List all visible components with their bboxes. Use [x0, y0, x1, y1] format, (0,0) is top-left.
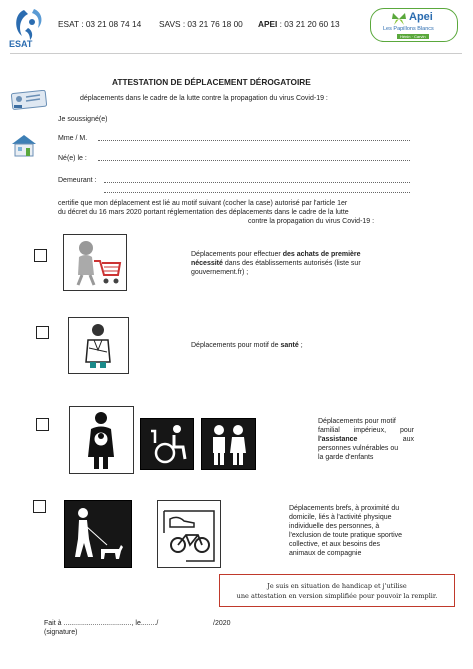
- elderly-pictogram: [201, 418, 256, 470]
- reason-family-line-4: personnes vulnérables ou: [318, 445, 399, 452]
- health-pictogram: [68, 317, 129, 374]
- esat-logo-text: ESAT: [9, 39, 33, 49]
- name-field[interactable]: [98, 140, 410, 141]
- esat-phone: ESAT : 03 21 08 74 14: [58, 19, 142, 29]
- reason-shopping-text-c: nécessité: [191, 260, 223, 267]
- notice-line-2: une attestation en version simplifiée pour pouvoir la remplir.: [236, 592, 438, 600]
- apei-logo-tag: Hénin · Carvin: [397, 34, 429, 39]
- wheelchair-icon: [141, 419, 193, 469]
- id-card-icon: [8, 90, 48, 112]
- disability-notice-box: [219, 574, 455, 607]
- apei-logo-sub: Les Papillons Blancs: [383, 26, 434, 32]
- birth-field[interactable]: [98, 160, 410, 161]
- reason-health-text-c: ;: [298, 342, 303, 349]
- house-icon: [9, 133, 39, 157]
- reason-health-text-b: santé: [280, 342, 299, 349]
- reason-shopping-text-b: des achats de première: [282, 251, 361, 258]
- reason-family-text-2b: impérieux,: [353, 427, 387, 434]
- parent-child-icon: [70, 407, 133, 473]
- reason-family-line-2: [318, 427, 414, 435]
- reason-health-text-a: Déplacements pour motif de: [191, 342, 281, 349]
- header-divider: [10, 53, 462, 54]
- reason-family-line-1: Déplacements pour motif: [318, 418, 396, 425]
- document-title: ATTESTATION DE DÉPLACEMENT DÉROGATOIRE: [112, 77, 311, 87]
- reason-exercise-line-3: individuelle des personnes, à: [289, 523, 380, 530]
- reason-family-line-5: la garde d'enfants: [318, 454, 374, 461]
- reason-exercise-line-4: l'exclusion de toute pratique sportive: [289, 532, 403, 539]
- notice-line-1: Je suis en situation de handicap et j'utilise: [267, 582, 407, 590]
- certify-line-2: du décret du 16 mars 2020 portant réglementation des déplacements dans le cadre de la lutte: [58, 209, 349, 216]
- reason-exercise-line-1: Déplacements brefs, à proximité du: [289, 505, 400, 512]
- reason-shopping-checkbox[interactable]: [34, 249, 47, 262]
- reason-exercise-line-5: collective, et aux besoins des: [289, 541, 381, 548]
- reason-exercise-line-2: domicile, liés à l'activité physique: [289, 514, 392, 521]
- elderly-couple-icon: [202, 419, 255, 469]
- reason-family-checkbox[interactable]: [36, 418, 49, 431]
- reason-family-text-3a: l'assistance: [318, 436, 358, 443]
- reason-health-checkbox[interactable]: [36, 326, 49, 339]
- reason-family-text-2c: pour: [399, 427, 414, 434]
- address-label: Demeurant :: [58, 177, 97, 184]
- document-subtitle: déplacements dans le cadre de la lutte contre la propagation du virus Covid-19 :: [80, 95, 328, 102]
- reason-family-line-3: [318, 436, 414, 444]
- shopping-cart-icon: [64, 235, 126, 290]
- done-at-field[interactable]: Fait à ..................................., le......../: [44, 620, 159, 627]
- apei-logo: [370, 8, 458, 42]
- butterfly-icon: [391, 12, 407, 26]
- address-field-1[interactable]: [104, 182, 410, 183]
- apei-phone: : 03 21 20 60 13: [277, 19, 340, 29]
- shopping-pictogram: [63, 234, 127, 291]
- name-label: Mme / M.: [58, 135, 88, 142]
- savs-phone: SAVS : 03 21 76 18 00: [159, 19, 243, 29]
- undersigned-label: Je soussigné(e): [58, 116, 108, 123]
- reason-shopping-text-a: Déplacements pour effectuer: [191, 251, 283, 258]
- signature-label: (signature): [44, 629, 78, 636]
- reason-shopping-text-d: dans des établissements autorisés (liste sur: [222, 260, 361, 267]
- reason-family-text-3b: aux: [402, 436, 414, 443]
- year-label: /2020: [213, 620, 231, 627]
- bike-shoe-pictogram: [157, 500, 221, 568]
- reason-shopping-line-2: [191, 260, 361, 268]
- reason-family-text-2a: familial: [318, 427, 340, 434]
- apei-label: APEI: [258, 19, 278, 29]
- apei-logo-name: Apei: [409, 11, 433, 23]
- address-field-2[interactable]: [104, 192, 410, 193]
- wheelchair-pictogram: [140, 418, 194, 470]
- reason-shopping-line-1: [191, 251, 361, 259]
- reason-shopping-line-3: gouvernement.fr) ;: [191, 269, 249, 276]
- reason-health-line: [191, 342, 303, 350]
- family-pictogram: [69, 406, 134, 474]
- certify-line-3: contre la propagation du virus Covid-19 :: [248, 218, 375, 225]
- dog-walker-icon: [65, 501, 131, 567]
- apei-phone-line: [258, 20, 340, 29]
- reason-exercise-checkbox[interactable]: [33, 500, 46, 513]
- doctor-icon: [69, 318, 128, 373]
- reason-exercise-line-6: animaux de compagnie: [289, 550, 362, 557]
- dog-walk-pictogram: [64, 500, 132, 568]
- certify-line-1: certifie que mon déplacement est lié au motif suivant (cocher la case) autorisé par l'article 1er: [58, 200, 348, 207]
- born-label: Né(e) le :: [58, 155, 87, 162]
- sneaker-bicycle-icon: [158, 501, 220, 567]
